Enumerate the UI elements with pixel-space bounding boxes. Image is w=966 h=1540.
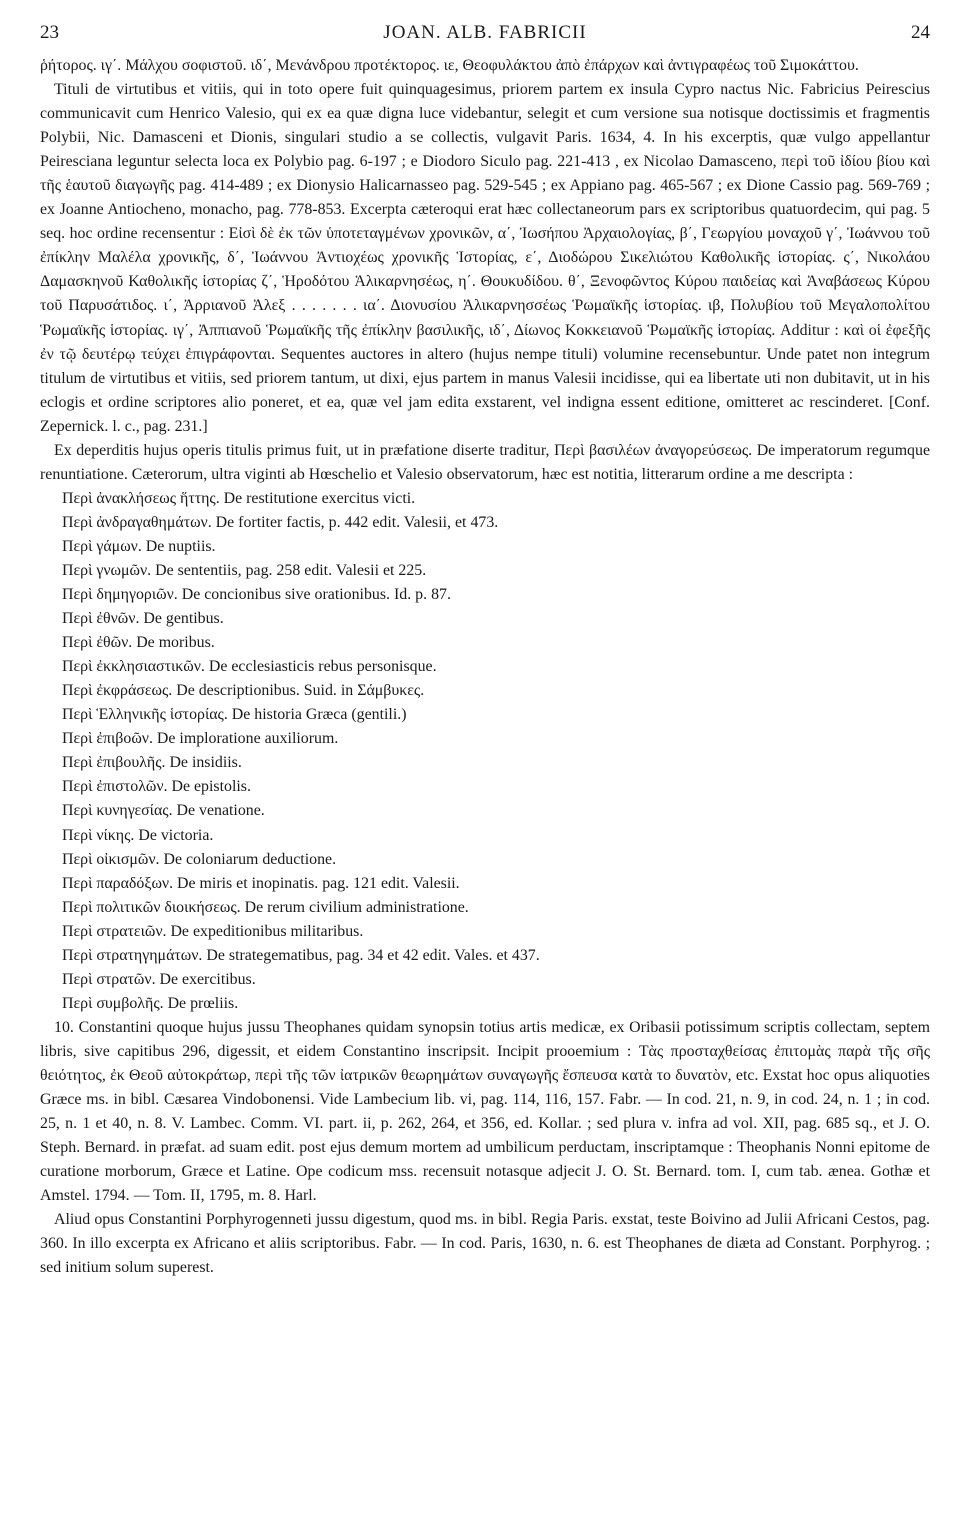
list-item: Περὶ ἀνακλήσεως ἥττης. De restitutione exercitus victi. — [62, 489, 416, 507]
list-item: Περὶ στρατειῶν. De expeditionibus militaribus. — [62, 922, 364, 940]
paragraph-deperditis: Ex deperditis hujus operis titulis primus fuit, ut in præfatione diserte traditur, Περὶ βασιλέων ἀναγορεύσεως. De imperatorum regumque renuntiatione. Cæterorum, ultra viginti ab Hœschelio et Valesio observatorum, hæc est notitia, litterarum ordine a me descripta : — [40, 441, 930, 483]
list-item: Περὶ ἐπιστολῶν. De epistolis. — [62, 778, 251, 796]
list-item: Περὶ ἀνδραγαθημάτων. De fortiter factis, p. 442 edit. Valesii, et 473. — [62, 513, 499, 531]
running-head — [40, 22, 930, 50]
paragraph-greek-continuation: ῥήτορος. ιγ΄. Μάλχου σοφιστοῦ. ιδ΄, Μενάνδρου προτέκτορος. ιε, Θεοφυλάκτου ἀπὸ ἐπάρχων καὶ ἀντιγραφέως τοῦ Σιμοκάττου. — [40, 57, 859, 74]
body-text — [40, 54, 930, 1280]
list-item: Περὶ ἐθνῶν. De gentibus. — [62, 610, 224, 628]
list-item: Περὶ ἐκκλησιαστικῶν. De ecclesiasticis rebus personisque. — [62, 658, 437, 676]
list-item: Περὶ γάμων. De nuptiis. — [62, 537, 216, 555]
list-item: Περὶ ἐπιβοῶν. De imploratione auxiliorum. — [62, 730, 339, 748]
titles-list — [62, 487, 930, 1016]
list-item: Περὶ ἐκφράσεως. De descriptionibus. Suid. in Σάμβυκες. — [62, 682, 425, 700]
list-item: Περὶ στρατῶν. De exercitibus. — [62, 970, 256, 988]
list-item: Περὶ συμβολῆς. De prœliis. — [62, 994, 239, 1012]
page — [40, 22, 930, 1280]
list-item: Περὶ παραδόξων. De miris et inopinatis. pag. 121 edit. Valesii. — [62, 874, 460, 892]
page-number-right: 24 — [910, 22, 930, 43]
list-item: Περὶ γνωμῶν. De sententiis, pag. 258 edit. Valesii et 225. — [62, 561, 427, 579]
paragraph-constantini: 10. Constantini quoque hujus jussu Theophanes quidam synopsin totius artis medicæ, ex Oribasii potissimum scriptis collectam, septem libris, sive capitibus 296, digessit, et eidem Constantino inscripsit. Incipit prooemium : Τὰς προσταχθείσας ἐπιτομὰς παρὰ τῆς σῆς θειότητος, ἐκ Θεοῦ αὐτοκράτωρ, περὶ τῆς τῶν ἰατρικῶν θεωρημάτων συναγωγῆς ἔσπευσα κατὰ το δυνατὸν, etc. Exstat hoc opus aliquoties Græce ms. in bibl. Cæsarea Vindobonensi. Vide Lambecium lib. vi, pag. 114, 116, 157. Fabr. — In cod. 21, n. 9, in cod. 24, n. 1 ; in cod. 25, n. 1 et 40, n. 8. V. Lambec. Comm. VI. part. ii, p. 262, 264, et 356, ed. Kollar. ; sed plura v. infra ad vol. XII, pag. 685 sq., et J. O. Steph. Bernard. in præfat. ad suam edit. post ejus demum mortem ad umbilicum perductam, inscriptamque : Theophanis Nonni epitome de curatione morborum, Græce et Latine. Ope codicum mss. recensuit notasque adjecit J. O. St. Bernard. tom. I, cum tab. ænea. Gothæ et Amstel. 1794. — Tom. II, 1795, m. 8. Harl. — [40, 1018, 930, 1205]
list-item: Περὶ οἰκισμῶν. De coloniarum deductione. — [62, 850, 337, 868]
list-item: Περὶ δημηγοριῶν. De concionibus sive orationibus. Id. p. 87. — [62, 586, 451, 604]
list-item: Περὶ κυνηγεσίας. De venatione. — [62, 802, 265, 820]
list-item: Περὶ στρατηγημάτων. De strategematibus, pag. 34 et 42 edit. Vales. et 437. — [62, 946, 540, 964]
page-number-left: 23 — [40, 22, 59, 43]
list-item: Περὶ Ἑλληνικῆς ἱστορίας. De historia Græca (gentili.) — [62, 706, 407, 724]
paragraph-aliud-opus: Aliud opus Constantini Porphyrogenneti jussu digestum, quod ms. in bibl. Regia Paris. exstat, teste Boivino ad Julii Africani Cestos, pag. 360. In illo excerpta ex Africano et aliis scriptoribus. Fabr. — In cod. Paris, 1630, n. 6. est Theophanes de diæta ad Constant. Porphyrog. ; sed initium solum superest. — [40, 1211, 930, 1277]
list-item: Περὶ νίκης. De victoria. — [62, 826, 214, 844]
running-title: JOAN. ALB. FABRICII — [383, 22, 587, 43]
paragraph-tituli: Tituli de virtutibus et vitiis, qui in toto opere fuit quinquagesimus, priorem partem ex insula Cypro nactus Nic. Fabricius Peirescius communicavit cum Henrico Valesio, qui ex ea quæ digna luce videbantur, selegit et cum versione sua notisque doctissimis et fragmentis Polybii, Nic. Damasceni et Dionis, singulari studio a se collectis, vulgavit Paris. 1634, 4. In his excerptis, quæ vulgo appellantur Peiresciana leguntur selecta loca ex Polybio pag. 6-197 ; e Diodoro Siculo pag. 221-413 , ex Nicolao Damasceno, περὶ τοῦ ἰδίου βίου καὶ τῆς ἑαυτοῦ διαγωγῆς pag. 414-489 ; ex Dionysio Halicarnasseo pag. 529-545 ; ex Appiano pag. 465-567 ; ex Dione Cassio pag. 569-769 ; ex Joanne Antiocheno, monacho, pag. 778-853. Excerpta cæteroqui erat hæc collectaneorum pars ex scriptoribus quatuordecim, qui pag. 5 seq. hoc ordine recensentur : Εἰσὶ δὲ ἐκ τῶν ὑποτεταγμένων χρονικῶν, α΄, Ἰωσήπου Ἀρχαιολογίας, β΄, Γεωργίου μοναχοῦ γ΄, Ἰωάννου τοῦ ἐπίκλην Μαλέλα χρονικῆς, δ΄, Ἰωάννου Ἀντιοχέως χρονικῆς Ἱστορίας, ε΄, Διοδώρου Σικελιώτου Καθολικῆς ἱστορίας. ς΄, Νικολάου Δαμασκηνοῦ Καθολικῆς ἱστορίας ζ΄, Ἡροδότου Ἁλικαρνησέως, η΄. Θουκυδίδου. θ΄, Ξενοφῶντος Κύρου παιδείας καὶ Ἀναβάσεως Κύρου τοῦ Παρυσάτιδος. ι΄, Ἀρριανοῦ Ἀλεξ . . . . . . . ια΄. Διονυσίου Ἁλικαρνησσέως Ῥωμαϊκῆς ἱστορίας. ιβ, Πολυβίου τοῦ Μεγαλοπολίτου Ῥωμαϊκῆς ἱστορίας. ιγ΄, Ἀππιανοῦ Ῥωμαϊκῆς τῆς ἐπίκλην βασιλικῆς, ιδ΄, Δίωνος Κοκκειανοῦ Ῥωμαϊκῆς ἱστορίας. Additur : καὶ οἱ ἐφεξῆς ἐν τῷ δευτέρῳ τεύχει ἐπιγράφονται. Sequentes auctores in altero (hujus nempe tituli) volumine recensebuntur. Unde patet non integrum titulum de virtutibus et vitiis, sed priorem tantum, ut dixi, ejus partem in manus Valesii incidisse, qui ea libertate uti non dubitavit, ut in his eclogis et ordine scriptores alio poneret, et ea, quæ vel jam edita exstarent, vel indigna essent editione, omitteret ac rescinderet. [Conf. Zepernick. l. c., pag. 231.] — [40, 81, 930, 435]
list-item: Περὶ ἐθῶν. De moribus. — [62, 634, 215, 652]
list-item: Περὶ πολιτικῶν διοικήσεως. De rerum civilium administratione. — [62, 898, 469, 916]
list-item: Περὶ ἐπιβουλῆς. De insidiis. — [62, 754, 242, 772]
